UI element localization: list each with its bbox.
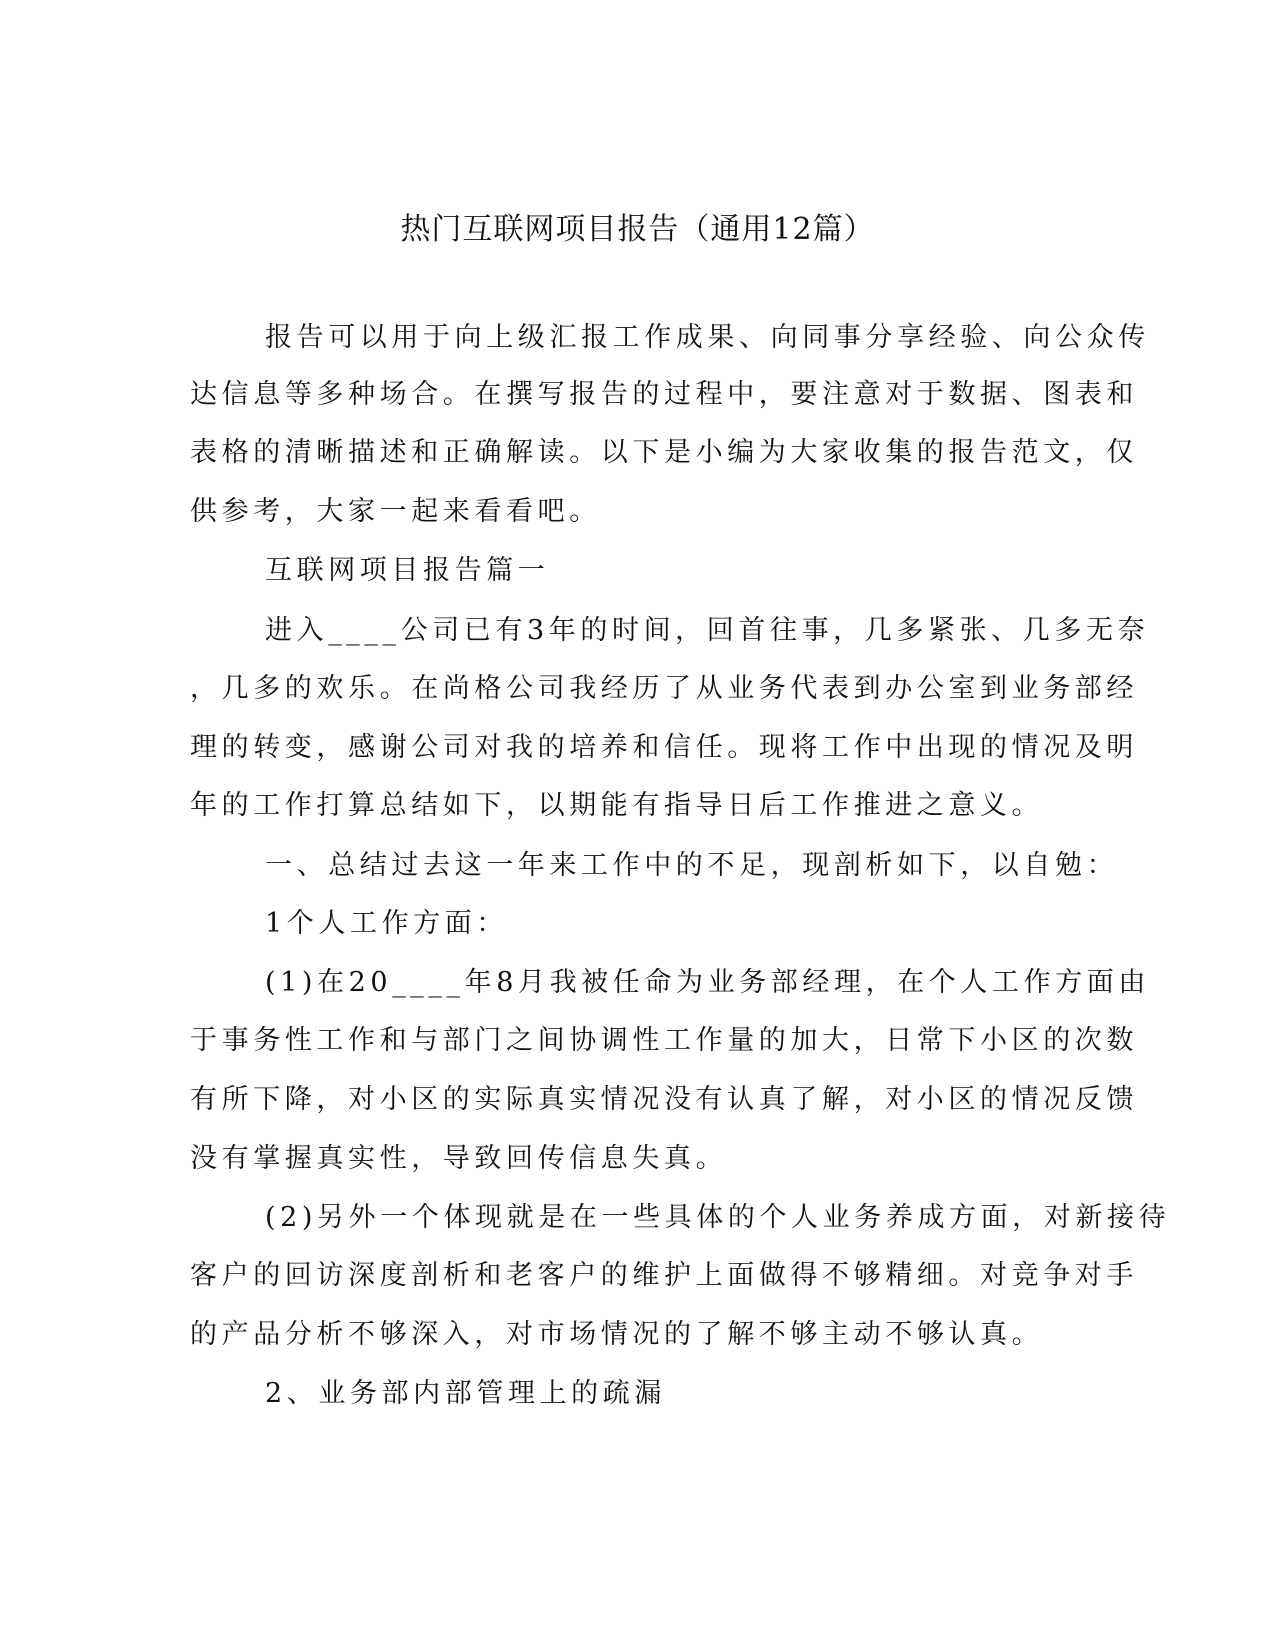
paragraph-line: 的产品分析不够深入，对市场情况的了解不够主动不够认真。 (190, 1319, 1044, 1350)
paragraph-line: 1个人工作方面： (265, 908, 508, 939)
paragraph-line: ，几多的欢乐。在尚格公司我经历了从业务代表到办公室到业务部经 (190, 673, 1138, 704)
paragraph-line: 2、业务部内部管理上的疏漏 (265, 1378, 666, 1409)
paragraph-line: 达信息等多种场合。在撰写报告的过程中，要注意对于数据、图表和 (190, 379, 1138, 410)
paragraph-line: 没有掌握真实性，导致回传信息失真。 (190, 1143, 728, 1174)
paragraph-line: 供参考，大家一起来看看吧。 (190, 496, 601, 527)
paragraph-line: 理的转变，感谢公司对我的培养和信任。现将工作中出现的情况及明 (190, 732, 1138, 763)
paragraph-line: 报告可以用于向上级汇报工作成果、向同事分享经验、向公众传 (265, 322, 1150, 353)
paragraph-line: 表格的清晰描述和正确解读。以下是小编为大家收集的报告范文，仅 (190, 437, 1138, 468)
paragraph-line: 客户的回访深度剖析和老客户的维护上面做得不够精细。对竞争对手 (190, 1260, 1138, 1291)
document-title: 热门互联网项目报告（通用12篇） (400, 212, 875, 247)
paragraph-line: (2)另外一个体现就是在一些具体的个人业务养成方面，对新接待 (265, 1202, 1171, 1233)
section-heading: 互联网项目报告篇一 (265, 555, 550, 586)
paragraph-line: 年的工作打算总结如下，以期能有指导日后工作推进之意义。 (190, 790, 1044, 821)
paragraph-line: 有所下降，对小区的实际真实情况没有认真了解，对小区的情况反馈 (190, 1084, 1138, 1115)
paragraph-line: 于事务性工作和与部门之间协调性工作量的加大，日常下小区的次数 (190, 1025, 1138, 1056)
paragraph-line: (1)在20____年8月我被任命为业务部经理，在个人工作方面由 (265, 967, 1150, 998)
paragraph-line: 进入____公司已有3年的时间，回首往事，几多紧张、几多无奈 (265, 615, 1150, 646)
paragraph-line: 一、总结过去这一年来工作中的不足，现剖析如下，以自勉： (265, 850, 1119, 881)
